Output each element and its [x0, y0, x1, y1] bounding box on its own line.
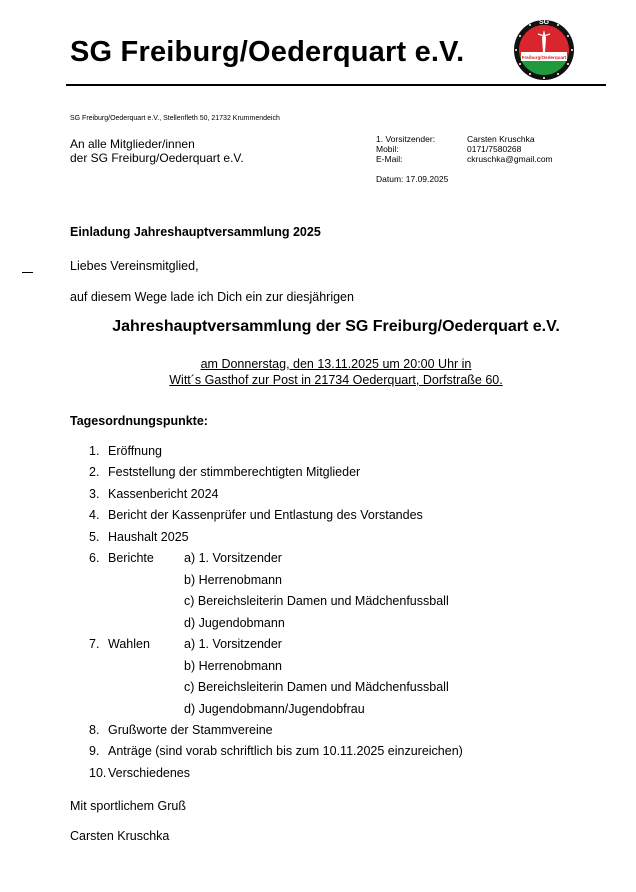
contact-email: ckruschka@gmail.com — [467, 154, 553, 164]
meeting-date-line: am Donnerstag, den 13.11.2025 um 20:00 Uhr in — [200, 357, 472, 371]
meeting-location-line: Witt´s Gasthof zur Post in 21734 Oederquart, Dorfstraße 60. — [169, 373, 503, 387]
agenda-subitem: c) Bereichsleiterin Damen und Mädchenfussball — [184, 680, 449, 694]
meeting-title: Jahreshauptversammlung der SG Freiburg/Oederquart e.V. — [112, 318, 560, 335]
header-divider — [66, 84, 606, 86]
agenda-number: 7. — [89, 637, 100, 651]
agenda-number: 2. — [89, 465, 100, 479]
agenda-heading: Tagesordnungspunkte: — [70, 414, 208, 428]
page-title: SG Freiburg/Oederquart e.V. — [70, 36, 465, 68]
recipient-line-2: der SG Freiburg/Oederquart e.V. — [70, 151, 244, 165]
agenda-subitem: b) Herrenobmann — [184, 659, 282, 673]
agenda-number: 8. — [89, 723, 100, 737]
agenda-number: 6. — [89, 551, 100, 565]
agenda-item: Grußworte der Stammvereine — [108, 723, 273, 737]
agenda-subitem: d) Jugendobmann/Jugendobfrau — [184, 702, 365, 716]
contact-label: E-Mail: — [376, 154, 403, 164]
closing-text: Mit sportlichem Gruß — [70, 799, 186, 813]
letter-subject: Einladung Jahreshauptversammlung 2025 — [70, 225, 321, 239]
agenda-item: Verschiedenes — [108, 766, 191, 780]
contact-value: Carsten Kruschka — [467, 134, 535, 144]
agenda-subitem: d) Jugendobmann — [184, 616, 285, 630]
sender-address-line: SG Freiburg/Oederquart e.V., Stellenfleth 50, 21732 Krummendeich — [70, 115, 280, 122]
agenda-item: Wahlen — [108, 637, 150, 651]
agenda-item: Kassenbericht 2024 — [108, 487, 219, 501]
agenda-subitem: b) Herrenobmann — [184, 573, 282, 587]
agenda-number: 1. — [89, 444, 100, 458]
agenda-number: 3. — [89, 487, 100, 501]
agenda-item: Haushalt 2025 — [108, 530, 189, 544]
agenda-item: Bericht der Kassenprüfer und Entlastung des Vorstandes — [108, 508, 423, 522]
fold-mark — [22, 272, 33, 273]
agenda-item: Berichte — [108, 551, 154, 565]
agenda-subitem: a) 1. Vorsitzender — [184, 551, 282, 565]
agenda-number: 4. — [89, 508, 100, 522]
letter-date: Datum: 17.09.2025 — [376, 174, 449, 184]
logo-banner-text: Freiburg/Oederquart — [521, 55, 567, 60]
agenda-number: 5. — [89, 530, 100, 544]
logo-text-top: SG — [538, 19, 550, 26]
agenda-item: Anträge (sind vorab schriftlich bis zum 10.11.2025 einzureichen) — [108, 744, 463, 758]
agenda-subitem: a) 1. Vorsitzender — [184, 637, 282, 651]
intro-text: auf diesem Wege lade ich Dich ein zur diesjährigen — [70, 290, 354, 304]
contact-label: Mobil: — [376, 144, 399, 154]
agenda-number: 9. — [89, 744, 100, 758]
salutation: Liebes Vereinsmitglied, — [70, 259, 199, 273]
club-logo — [512, 14, 576, 82]
agenda-number: 10. — [89, 766, 107, 780]
agenda-item: Eröffnung — [108, 444, 162, 458]
signature-name: Carsten Kruschka — [70, 829, 170, 843]
contact-label: 1. Vorsitzender: — [376, 134, 436, 144]
contact-value: 0171/7580268 — [467, 144, 522, 154]
recipient-line-1: An alle Mitglieder/innen — [70, 137, 195, 151]
agenda-item: Feststellung der stimmberechtigten Mitglieder — [108, 465, 361, 479]
agenda-subitem: c) Bereichsleiterin Damen und Mädchenfussball — [184, 594, 449, 608]
